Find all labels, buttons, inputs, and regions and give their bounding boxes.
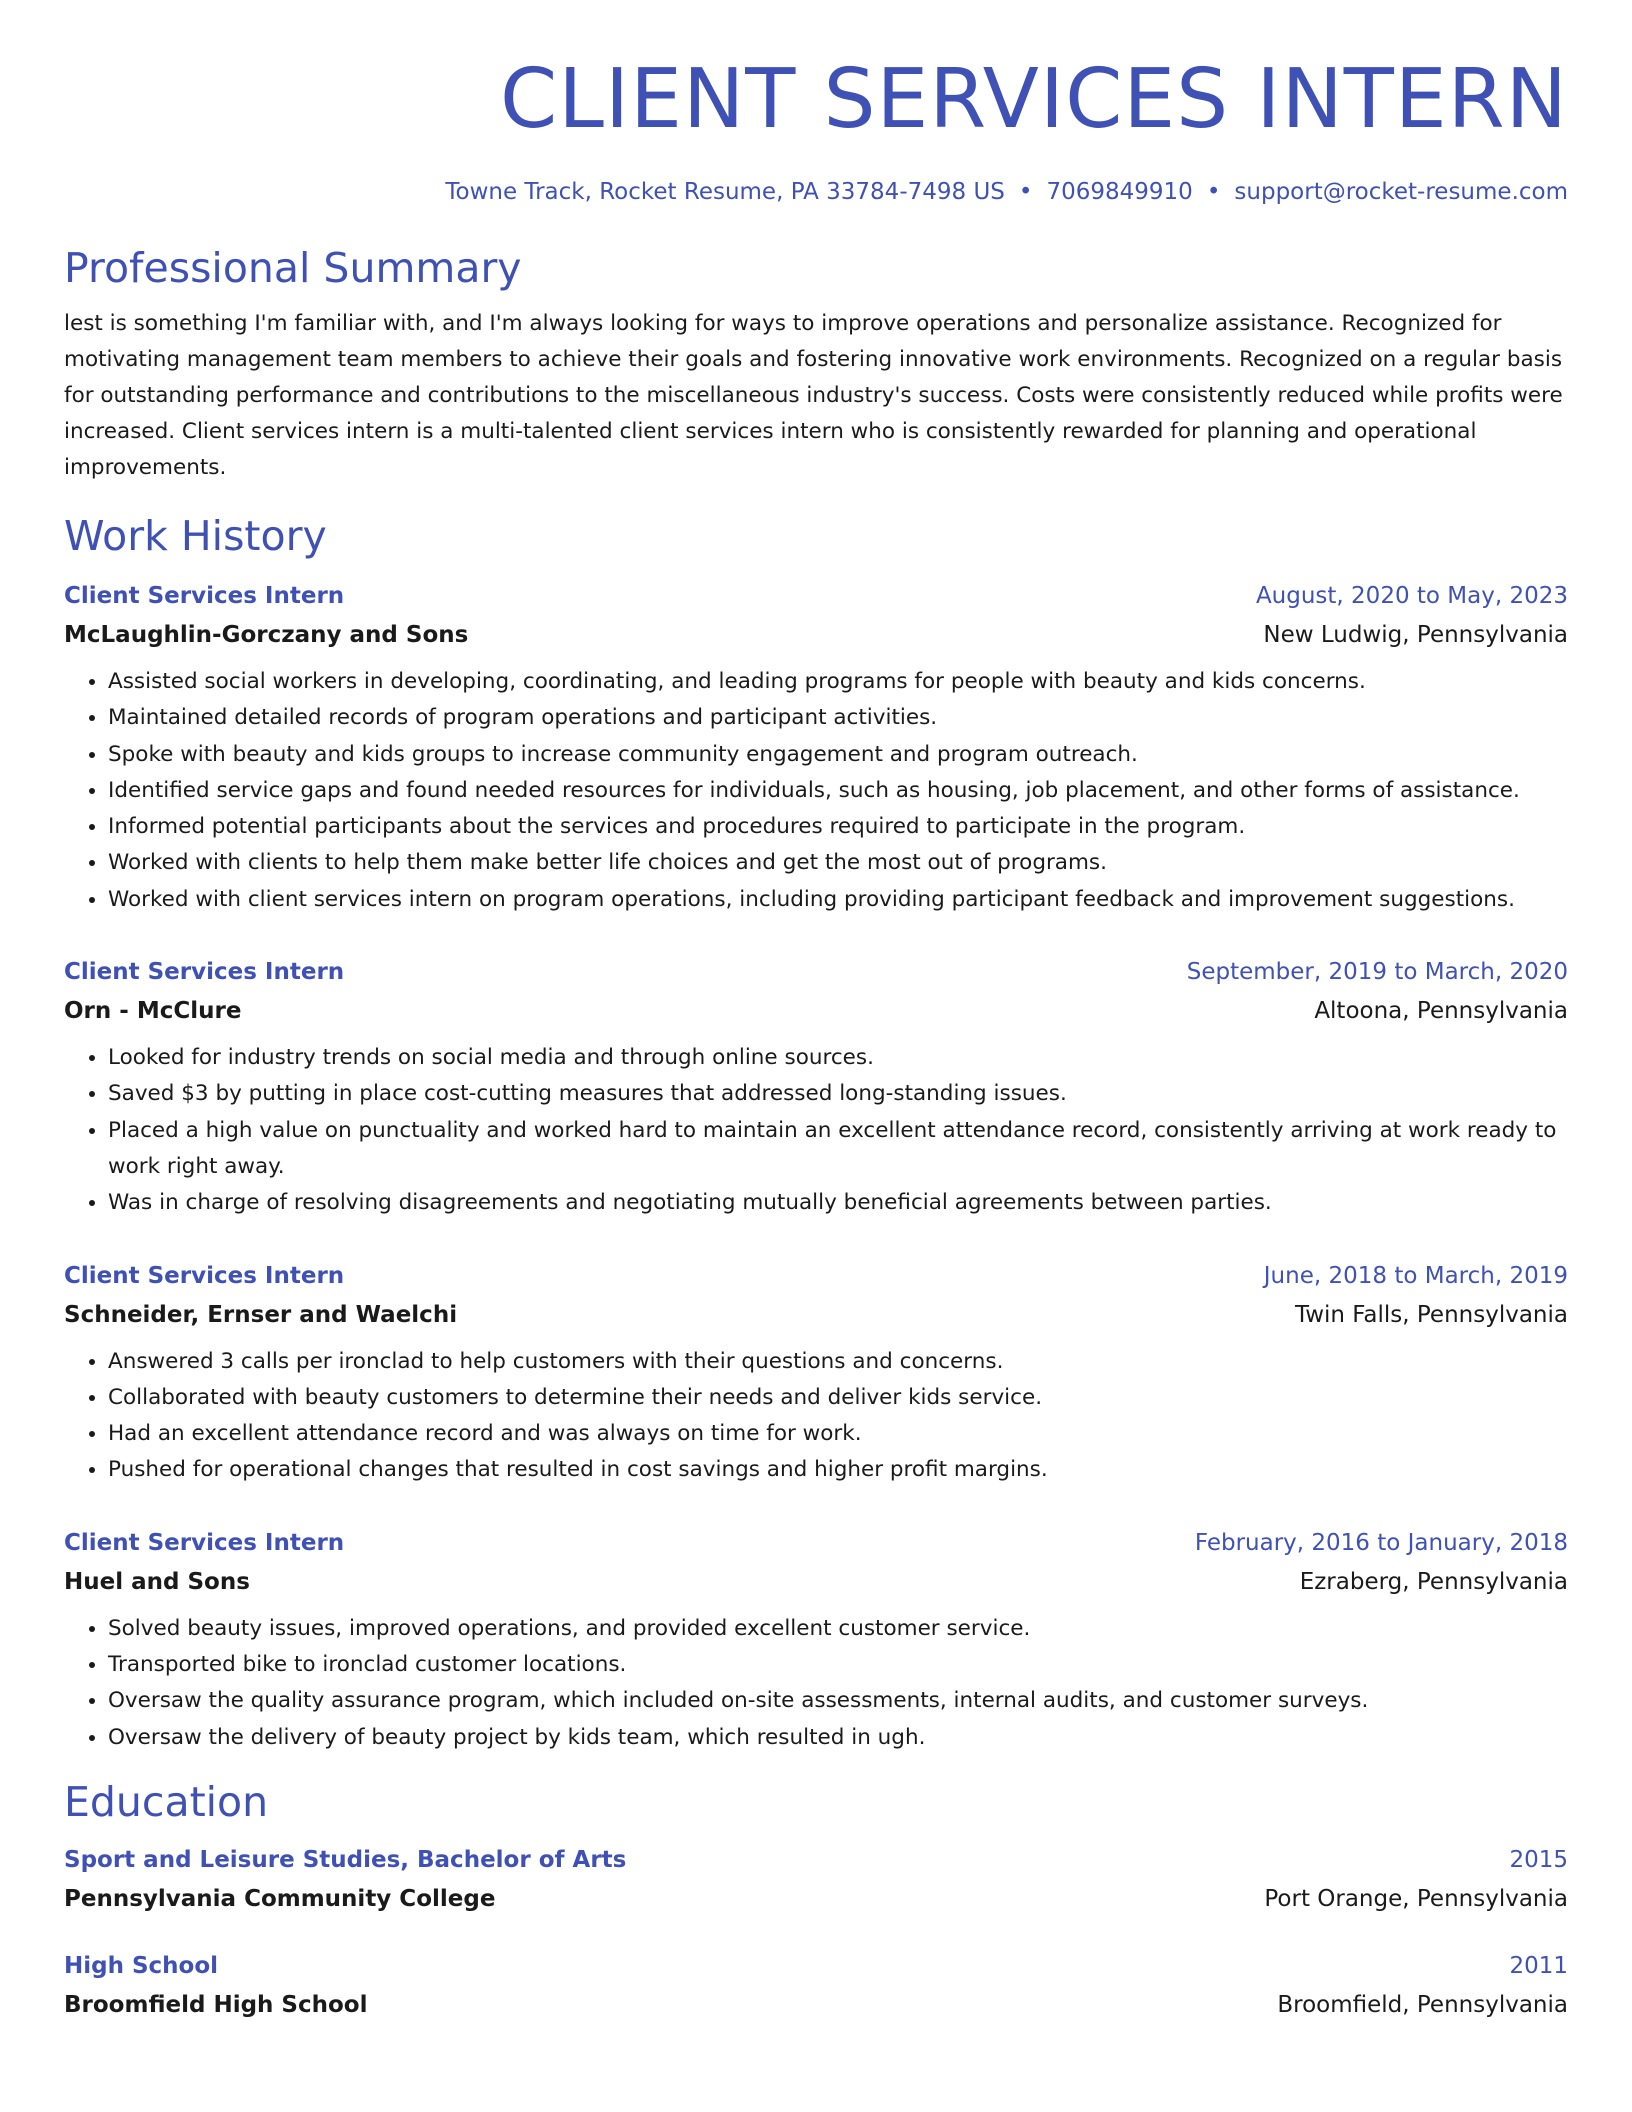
job-bullets — [64, 1040, 1568, 1221]
job-title-row — [64, 1523, 1568, 1563]
education-heading: Education — [64, 1777, 269, 1826]
education-location: Port Orange, Pennsylvania — [1264, 1885, 1568, 1912]
education-location: Broomfield, Pennsylvania — [1277, 1991, 1568, 2018]
job-bullet: • Solved beauty issues, improved operations, and provided excellent customer service. — [108, 1611, 1568, 1647]
job-bullet: • Worked with client services intern on program operations, including providing participant feedback and improvement suggestions. — [108, 882, 1568, 918]
job-bullet: • Maintained detailed records of program operations and participant activities. — [108, 700, 1568, 736]
contact-email: support@rocket-resume.com — [1234, 179, 1568, 205]
job-title-row — [64, 576, 1568, 616]
job-entry — [64, 576, 1568, 918]
job-company-row — [64, 616, 1568, 654]
job-role: Client Services Intern — [64, 1262, 345, 1289]
candidate-name: CLIENT SERVICES INTERN — [500, 52, 1568, 147]
job-dates: June, 2018 to March, 2019 — [1263, 1262, 1568, 1289]
job-entry — [64, 1523, 1568, 1756]
job-bullet: • Identified service gaps and found needed resources for individuals, such as housing, job placement, and other forms of assistance. — [108, 773, 1568, 809]
education-degree-row — [64, 1840, 1568, 1880]
job-bullets — [64, 664, 1568, 918]
job-location: Ezraberg, Pennsylvania — [1299, 1568, 1568, 1595]
job-entry — [64, 1256, 1568, 1489]
job-bullet: • Answered 3 calls per ironclad to help customers with their questions and concerns. — [108, 1344, 1568, 1380]
education-year: 2011 — [1509, 1952, 1568, 1979]
job-bullet: • Oversaw the quality assurance program, which included on-site assessments, internal audits, and customer surveys. — [108, 1683, 1568, 1719]
job-bullet: • Looked for industry trends on social media and through online sources. — [108, 1040, 1568, 1076]
education-entry — [64, 1946, 1568, 2024]
job-company-row — [64, 1296, 1568, 1334]
job-dates: September, 2019 to March, 2020 — [1186, 959, 1568, 986]
job-title-row — [64, 1256, 1568, 1296]
job-dates: February, 2016 to January, 2018 — [1194, 1529, 1568, 1556]
job-location: New Ludwig, Pennsylvania — [1263, 622, 1568, 648]
job-bullet: • Was in charge of resolving disagreements and negotiating mutually beneficial agreements between parties. — [108, 1185, 1568, 1221]
education-degree: Sport and Leisure Studies, Bachelor of Arts — [64, 1846, 627, 1873]
education-year: 2015 — [1509, 1846, 1568, 1873]
job-title-row — [64, 952, 1568, 992]
education-degree: High School — [64, 1952, 219, 1979]
job-dates: August, 2020 to May, 2023 — [1255, 583, 1568, 609]
contact-line — [64, 176, 1568, 208]
job-role: Client Services Intern — [64, 1529, 345, 1556]
contact-separator: • — [1018, 179, 1033, 205]
summary-heading: Professional Summary — [64, 244, 522, 292]
job-bullet: • Transported bike to ironclad customer locations. — [108, 1647, 1568, 1683]
job-company-row — [64, 1563, 1568, 1601]
job-company: McLaughlin-Gorczany and Sons — [64, 622, 469, 648]
job-bullet: • Spoke with beauty and kids groups to increase community engagement and program outreach. — [108, 737, 1568, 773]
job-bullet: • Informed potential participants about the services and procedures required to participate in the program. — [108, 809, 1568, 845]
contact-separator: • — [1206, 179, 1221, 205]
job-company: Huel and Sons — [64, 1568, 250, 1595]
education-school-row — [64, 1880, 1568, 1918]
job-bullet: • Pushed for operational changes that resulted in cost savings and higher profit margins. — [108, 1452, 1568, 1488]
education-entry — [64, 1840, 1568, 1918]
education-school: Broomfield High School — [64, 1991, 368, 2018]
education-school: Pennsylvania Community College — [64, 1885, 496, 1912]
job-company: Orn - McClure — [64, 998, 242, 1025]
education-degree-row — [64, 1946, 1568, 1986]
job-company-row — [64, 992, 1568, 1030]
job-bullet: • Assisted social workers in developing, coordinating, and leading programs for people with beauty and kids concerns. — [108, 664, 1568, 700]
job-bullet: • Oversaw the delivery of beauty project by kids team, which resulted in ugh. — [108, 1720, 1568, 1756]
contact-address: Towne Track, Rocket Resume, PA 33784-7498 US — [445, 179, 1005, 205]
job-location: Altoona, Pennsylvania — [1314, 998, 1568, 1025]
job-location: Twin Falls, Pennsylvania — [1294, 1301, 1568, 1328]
work-history-heading: Work History — [64, 512, 327, 560]
contact-phone: 7069849910 — [1046, 179, 1193, 205]
job-role: Client Services Intern — [64, 959, 345, 986]
job-bullet: • Saved $3 by putting in place cost-cutting measures that addressed long-standing issues. — [108, 1076, 1568, 1112]
job-bullet: • Placed a high value on punctuality and worked hard to maintain an excellent attendance record, consistently arriving at work ready to work right away. — [108, 1113, 1568, 1186]
job-bullets — [64, 1611, 1568, 1756]
job-company: Schneider, Ernser and Waelchi — [64, 1301, 458, 1328]
job-bullets — [64, 1344, 1568, 1489]
job-bullet: • Collaborated with beauty customers to determine their needs and deliver kids service. — [108, 1380, 1568, 1416]
education-school-row — [64, 1986, 1568, 2024]
job-bullet: • Worked with clients to help them make better life choices and get the most out of programs. — [108, 845, 1568, 881]
summary-text: lest is something I'm familiar with, and I'm always looking for ways to improve operations and personalize assistance. Recognized for motivating management team members to achieve their goals and fostering innovative work environments. Recognized on a regular basis for outstanding performance and contributions to the miscellaneous industry's success. Costs were consistently reduced while profits were increased. Client services intern is a multi-talented client services intern who is consistently rewarded for planning and operational improvements. — [64, 311, 1563, 480]
job-bullet: • Had an excellent attendance record and was always on time for work. — [108, 1416, 1568, 1452]
resume-header — [64, 52, 1568, 208]
job-role: Client Services Intern — [64, 583, 345, 609]
job-entry — [64, 952, 1568, 1221]
